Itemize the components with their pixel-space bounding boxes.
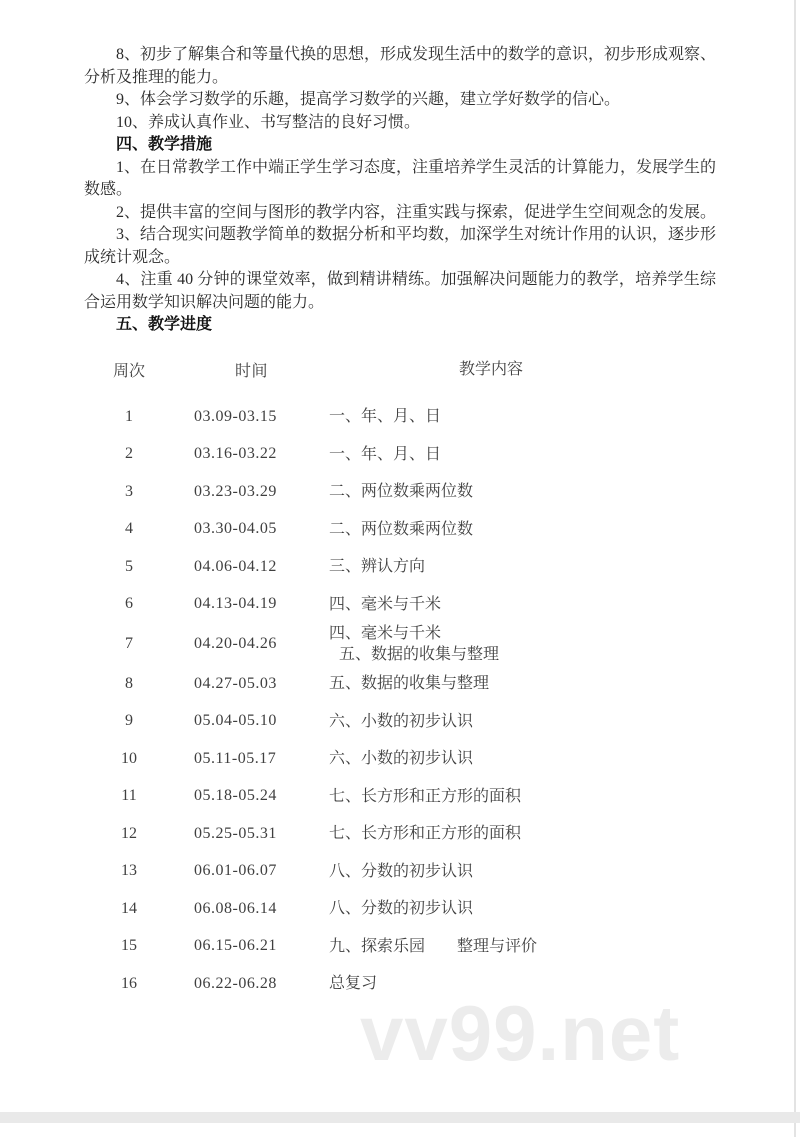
week-number: 5	[125, 557, 133, 575]
paragraph: 4、注重 40 分钟的课堂效率，做到精讲精练。加强解决问题能力的教学，培养学生综合运用数学知识解决问题的能力。	[84, 271, 716, 311]
teaching-content-line: 五、数据的收集与整理	[339, 646, 500, 663]
teaching-content	[329, 623, 716, 665]
section-heading: 五、教学进度	[116, 316, 213, 333]
teaching-content	[329, 936, 716, 957]
teaching-content-line: 四、毫米与千米	[329, 625, 442, 642]
watermark: vv99.net	[360, 989, 681, 1077]
time-range: 05.25-05.31	[194, 824, 277, 842]
teaching-content	[329, 711, 716, 732]
teaching-content	[329, 786, 716, 807]
week-number: 2	[125, 445, 133, 463]
time-range: 03.09-03.15	[194, 407, 277, 425]
week-number: 9	[125, 712, 133, 730]
page-edge	[794, 0, 796, 1137]
teaching-content-line: 七、长方形和正方形的面积	[329, 825, 522, 843]
schedule-row	[84, 511, 716, 549]
schedule-header-time: 时间	[234, 363, 268, 380]
paragraph: 2、提供丰富的空间与图形的教学内容，注重实践与探索，促进学生空间观念的发展。	[116, 203, 717, 221]
week-number: 10	[121, 749, 137, 767]
schedule-header-content: 教学内容	[459, 361, 524, 378]
schedule-row	[84, 928, 716, 966]
teaching-content-line: 二、两位数乘两位数	[329, 483, 474, 501]
time-range: 04.27-05.03	[194, 674, 277, 692]
schedule-header-row	[84, 358, 716, 380]
teaching-content	[329, 861, 716, 882]
time-range: 06.08-06.14	[194, 899, 277, 917]
time-range: 03.23-03.29	[194, 482, 277, 500]
week-number: 4	[125, 520, 133, 538]
time-range: 05.04-05.10	[194, 712, 277, 730]
week-number: 11	[121, 787, 137, 805]
teaching-content-line: 总复习	[329, 975, 378, 993]
paragraph: 9、体会学习数学的乐趣，提高学习数学的兴趣，建立学好数学的信心。	[116, 91, 621, 108]
schedule-row	[84, 623, 716, 665]
time-range: 06.22-06.28	[194, 974, 277, 992]
week-number: 8	[125, 674, 133, 692]
schedule-row	[84, 815, 716, 853]
teaching-content	[329, 748, 716, 769]
time-range: 05.18-05.24	[194, 787, 277, 805]
paragraph: 1、在日常教学工作中端正学生学习态度，注重培养学生灵活的计算能力，发展学生的数感。	[84, 158, 717, 198]
teaching-content-line: 四、毫米与千米	[329, 595, 442, 613]
week-number: 14	[121, 899, 137, 917]
time-range: 03.16-03.22	[194, 445, 277, 463]
time-range: 04.13-04.19	[194, 595, 277, 613]
teaching-content	[329, 519, 716, 540]
schedule-table	[84, 358, 716, 1003]
teaching-content	[329, 444, 716, 465]
schedule-row	[84, 890, 716, 928]
week-number: 12	[121, 824, 137, 842]
week-number: 7	[125, 635, 133, 652]
time-range: 04.20-04.26	[194, 635, 277, 652]
schedule-row	[84, 398, 716, 436]
teaching-content-line: 一、年、月、日	[329, 445, 442, 463]
page-separator	[0, 1112, 800, 1123]
teaching-content	[329, 898, 716, 919]
teaching-content-line: 九、探索乐园 整理与评价	[329, 937, 538, 955]
schedule-row	[84, 473, 716, 511]
schedule-row	[84, 548, 716, 586]
paragraph: 3、结合现实问题教学简单的数据分析和平均数，加深学生对统计作用的认识，逐步形成统计观念。	[84, 226, 717, 266]
teaching-content-line: 一、年、月、日	[329, 408, 442, 426]
schedule-row	[84, 436, 716, 474]
schedule-rows	[84, 398, 716, 1003]
teaching-content-line: 八、分数的初步认识	[329, 862, 474, 880]
schedule-row	[84, 665, 716, 703]
time-range: 04.06-04.12	[194, 557, 277, 575]
week-number: 3	[125, 482, 133, 500]
teaching-content-line: 八、分数的初步认识	[329, 900, 474, 918]
schedule-row	[84, 778, 716, 816]
teaching-content-line: 三、辨认方向	[329, 558, 426, 576]
paragraph: 8、初步了解集合和等量代换的思想，形成发现生活中的数学的意识，初步形成观察、分析及推理的能力。	[84, 46, 717, 86]
teaching-content	[329, 594, 716, 615]
week-number: 16	[121, 974, 137, 992]
paragraph: 10、养成认真作业、书写整洁的良好习惯。	[116, 113, 421, 131]
time-range: 05.11-05.17	[194, 749, 277, 767]
schedule-row	[84, 740, 716, 778]
teaching-content	[329, 823, 716, 844]
teaching-content-line: 七、长方形和正方形的面积	[329, 787, 522, 805]
teaching-content-line: 六、小数的初步认识	[329, 750, 474, 768]
week-number: 15	[121, 937, 137, 955]
teaching-content-line: 二、两位数乘两位数	[329, 520, 474, 538]
teaching-content	[329, 556, 716, 577]
teaching-content	[329, 673, 716, 694]
teaching-content	[329, 481, 716, 502]
schedule-row	[84, 703, 716, 741]
time-range: 03.30-04.05	[194, 520, 277, 538]
schedule-header-week: 周次	[112, 363, 145, 380]
week-number: 1	[125, 407, 133, 425]
section-heading: 四、教学措施	[116, 136, 213, 153]
teaching-content-line: 六、小数的初步认识	[329, 712, 474, 730]
teaching-content-line: 五、数据的收集与整理	[329, 675, 490, 693]
document-body	[84, 44, 716, 337]
schedule-row	[84, 853, 716, 891]
time-range: 06.01-06.07	[194, 862, 277, 880]
teaching-content	[329, 406, 716, 427]
week-number: 13	[121, 862, 137, 880]
schedule-row	[84, 586, 716, 624]
time-range: 06.15-06.21	[194, 937, 277, 955]
week-number: 6	[125, 595, 133, 613]
